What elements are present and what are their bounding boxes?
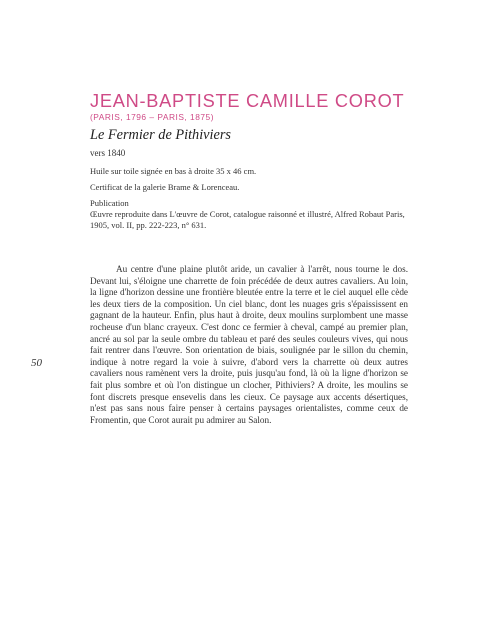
publication-text: Œuvre reproduite dans L'œuvre de Corot, catalogue raisonné et illustré, Alfred Robaut Paris, 1905, vol. II, pp. 222-223, n° 631. <box>90 209 405 230</box>
work-certificate: Certificat de la galerie Brame & Lorenceau. <box>90 182 240 192</box>
artist-name: JEAN-BAPTISTE CAMILLE COROT <box>90 91 405 111</box>
work-date: vers 1840 <box>90 148 126 158</box>
artist-dates: (PARIS, 1796 – PARIS, 1875) <box>90 112 214 122</box>
description-text: Au centre d'une plaine plutôt aride, un cavalier à l'arrêt, nous tourne le dos. Devant lui, s'éloigne une charrette de foin précédée de deux autres cavaliers. Au loin, la ligne d'horizon dessine une frontière bleutée entre la terre et le ciel auquel elle cède les deux tiers de la composition. Un ciel blanc, dont les nuages gris s'épaississent en gagnant de la hauteur. Enfin, plus haut à droite, deux moulins surplombent une masse rocheuse d'un blanc crayeux. C'est donc ce fermier à cheval, campé au premier plan, ancré au sol par la seule ombre du tableau et paré des seules couleurs vives, qui nous fait rentrer dans l'œuvre. Son orientation de biais, soulignée par le sillon du chemin, indique à notre regard la voie à suivre, d'abord vers la charrette où deux autres cavaliers nous ramènent vers la droite, puis jusqu'au fond, là où la ligne d'horizon se fait plus sombre et où l'on distingue un clocher, Pithiviers? A droite, les moulins se font discrets presque ensevelis dans les cieux. Ce paysage aux accents désertiques, n'est pas sans nous faire penser à certains paysages orientalistes, comme ceux de Fromentin, que Corot aurait pu admirer au Salon. <box>90 264 408 425</box>
work-technique: Huile sur toile signée en bas à droite 35 x 46 cm. <box>90 166 257 176</box>
publication-heading: Publication <box>90 198 129 208</box>
description-paragraph <box>90 264 408 426</box>
page-number: 50 <box>31 357 42 369</box>
work-title: Le Fermier de Pithiviers <box>90 127 231 143</box>
